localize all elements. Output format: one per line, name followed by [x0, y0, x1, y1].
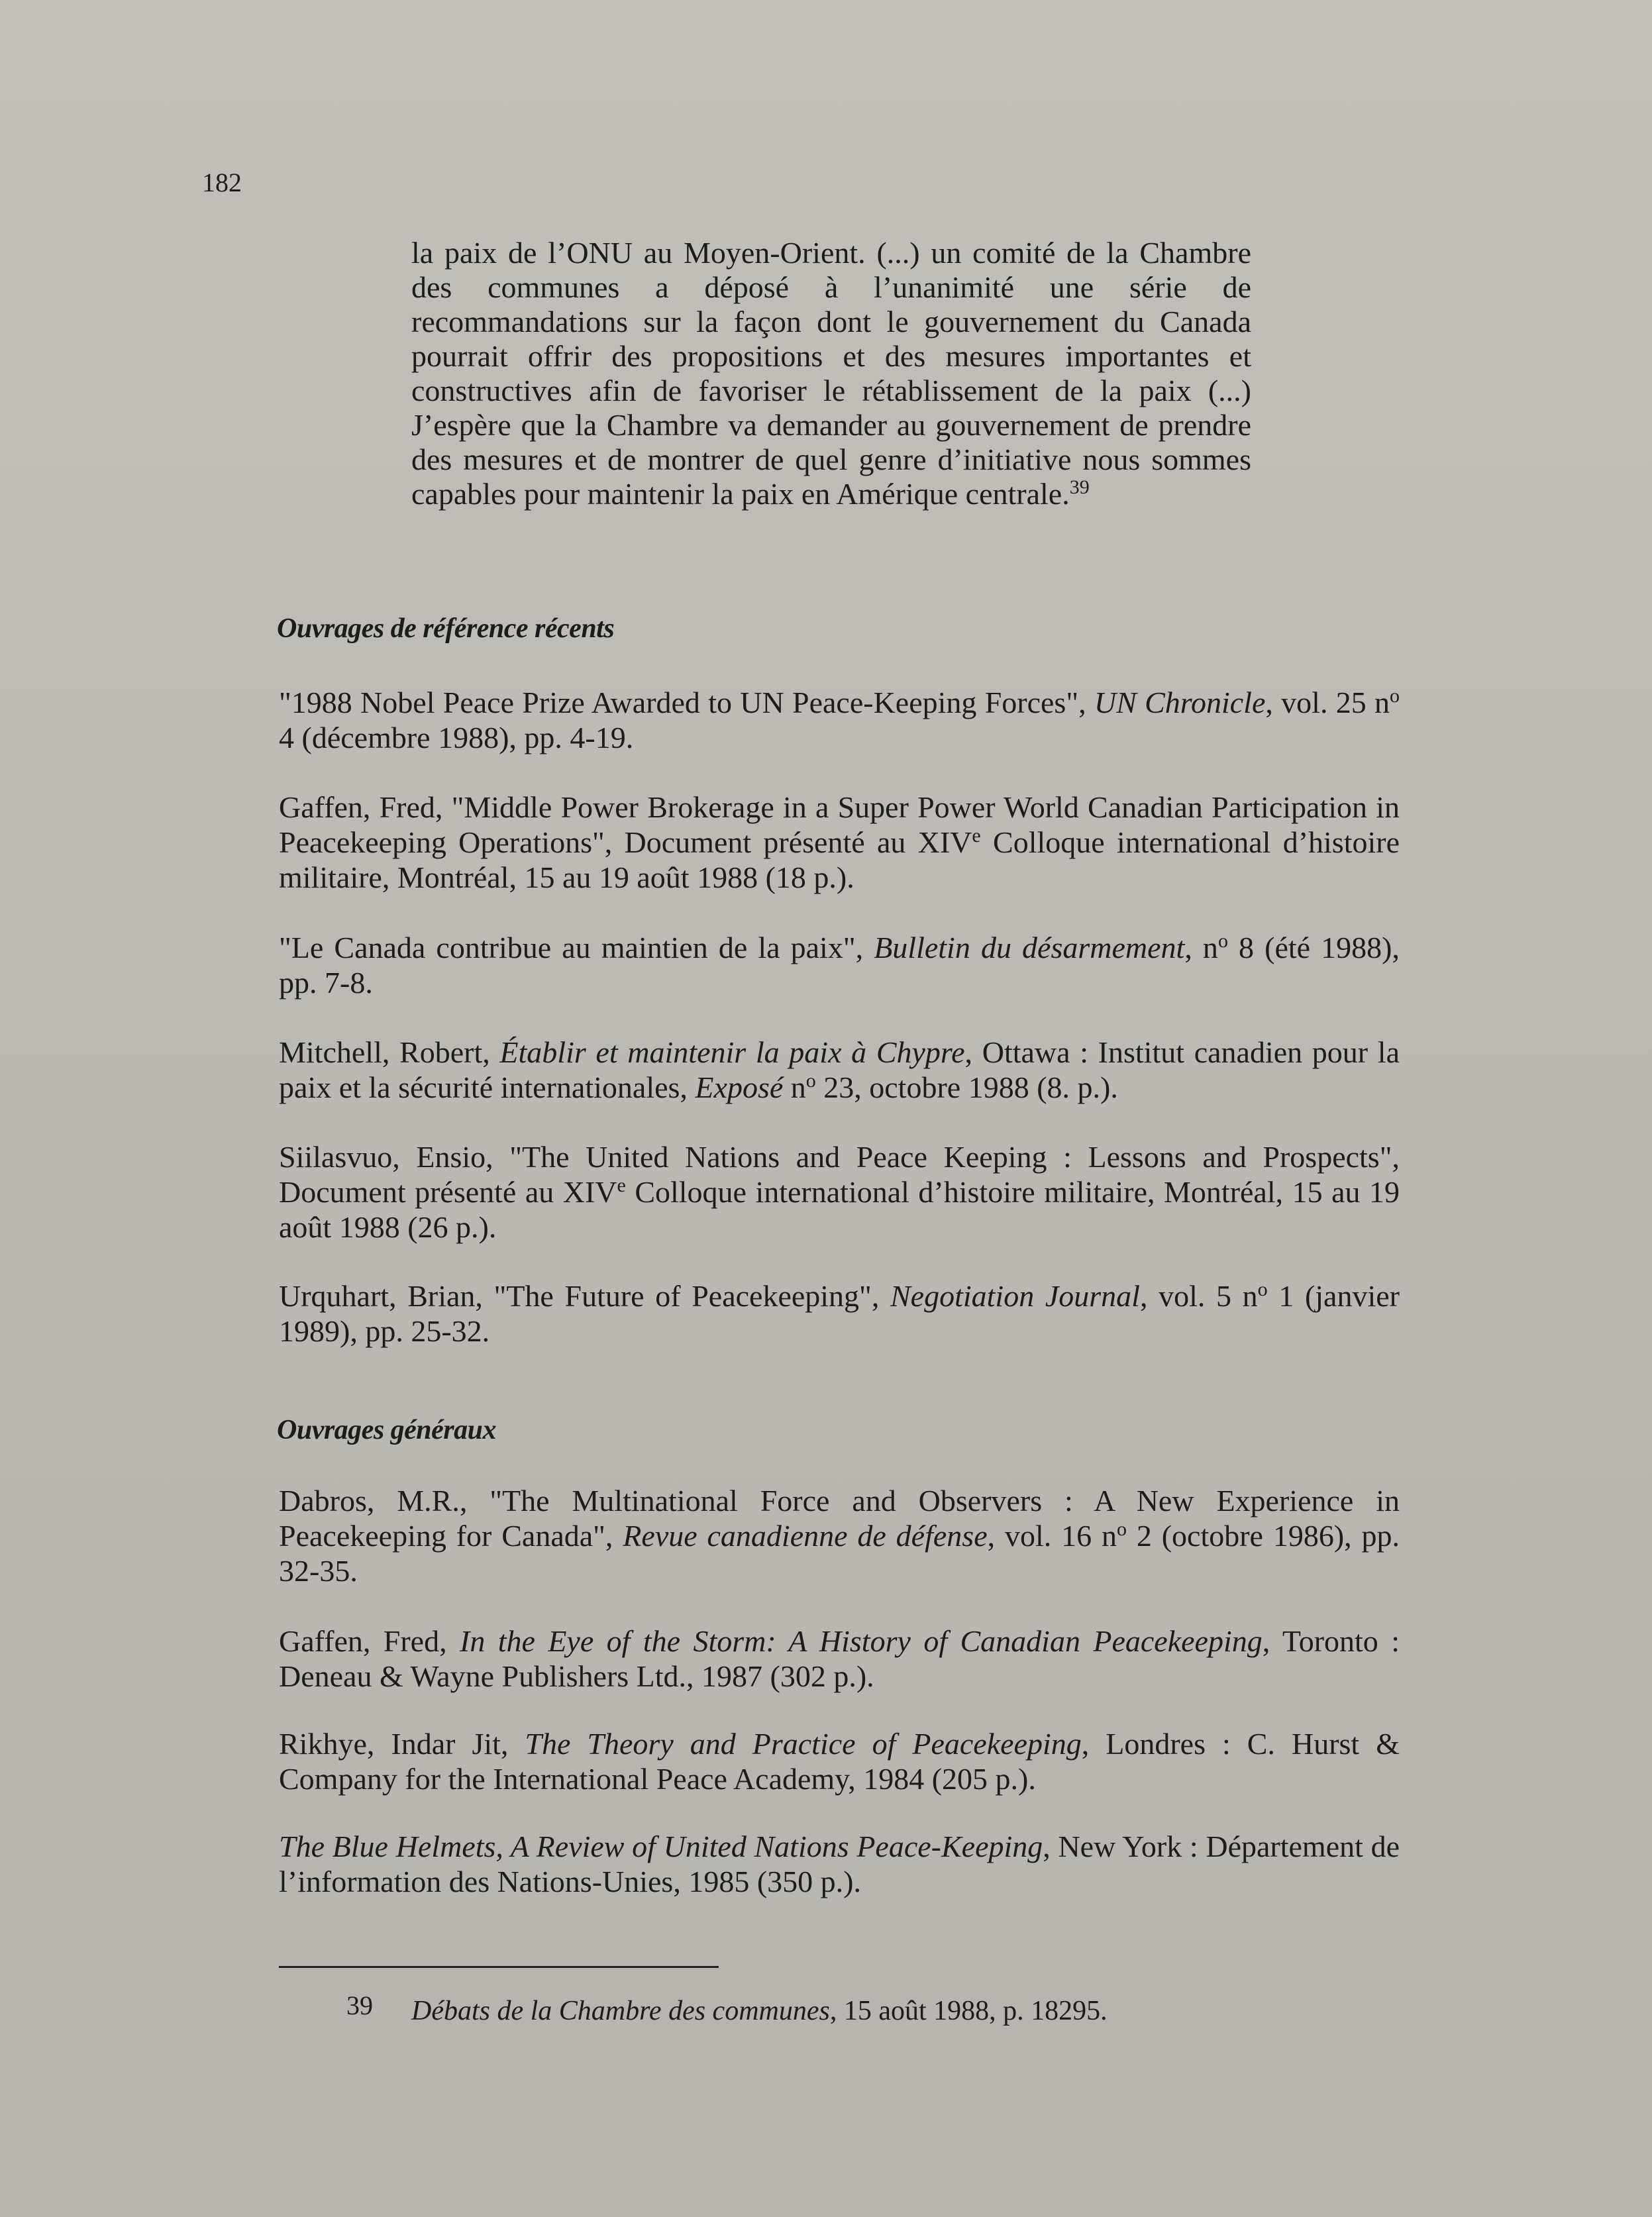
reference-entry: "Le Canada contribue au maintien de la paix", Bulletin du désarmement, $n^o$ 8 (été 1988), pp. 7-8. — [279, 930, 1400, 1000]
reference-entry: The Blue Helmets, A Review of United Nations Peace-Keeping, New York : Département de l’information des Nations-Unies, 1985 (350 p.). — [279, 1830, 1400, 1898]
reference-entry: Siilasvuo, Ensio, "The United Nations and Peace Keeping : Lessons and Prospects", Document présenté au XIVe Colloque international d’histoire militaire, Montréal, 15 au 19 août 1988 (26 p.). — [279, 1140, 1400, 1244]
footnote-source-detail: , 15 août 1988, p. 18295. — [829, 1996, 1108, 2026]
reference-entry: "1988 Nobel Peace Prize Awarded to UN Peace-Keeping Forces", UN Chronicle, vol. 25 $n^o$ 4 (décembre 1988), pp. 4-19. — [279, 685, 1400, 754]
footnote-divider — [279, 1966, 719, 1968]
quote-text: la paix de l’ONU au Moyen-Orient. (...) un comité de la Chambre des communes a déposé à l’unanimité une série de recommandations sur la façon dont le gouvernement du Canada pourrait offrir des propositions et des mesures importantes et constructives afin de favoriser le rétablissement de la paix (...) J’espère que la Chambre va demander au gouvernement de prendre des mesures et de montrer de quel genre d’initiative nous sommes capables pour maintenir la paix en Amérique centrale. — [411, 236, 1251, 511]
reference-entry: Rikhye, Indar Jit, The Theory and Practice of Peacekeeping, Londres : C. Hurst & Company for the International Peace Academy, 1984 (205 p.). — [279, 1727, 1400, 1796]
reference-entry: Urquhart, Brian, "The Future of Peacekeeping", Negotiation Journal, vol. 5 $n^o$ 1 (janvier 1989), pp. 25-32. — [279, 1278, 1400, 1348]
footnote-number: 39 — [346, 1990, 373, 2020]
block-quote — [411, 236, 1251, 511]
footnote-ref[interactable]: 39 — [1069, 476, 1090, 498]
reference-entry: Gaffen, Fred, In the Eye of the Storm: A History of Canadian Peacekeeping, Toronto : Deneau & Wayne Publishers Ltd., 1987 (302 p.). — [279, 1624, 1400, 1693]
reference-entry: Dabros, M.R., "The Multinational Force and Observers : A New Experience in Peacekeeping for Canada", Revue canadienne de défense, vol. 16 $n^o$ 2 (octobre 1986), pp. 32-35. — [279, 1484, 1400, 1588]
reference-entry: Gaffen, Fred, "Middle Power Brokerage in a Super Power World Canadian Participation in Peacekeeping Operations", Document présenté au XIVe Colloque international d’histoire militaire, Montréal, 15 au 19 août 1988 (18 p.). — [279, 790, 1400, 894]
page-number: 182 — [202, 168, 242, 197]
footnote-source-title: Débats de la Chambre des communes — [411, 1996, 830, 2026]
section-heading-recent: Ouvrages de référence récents — [277, 613, 615, 644]
footnote — [346, 1990, 1108, 2027]
section-heading-general: Ouvrages généraux — [277, 1415, 497, 1445]
reference-entry: Mitchell, Robert, Établir et maintenir la paix à Chypre, Ottawa : Institut canadien pour la paix et la sécurité internationales, Exposé $n^o$ 23, octobre 1988 (8. p.). — [279, 1035, 1400, 1104]
